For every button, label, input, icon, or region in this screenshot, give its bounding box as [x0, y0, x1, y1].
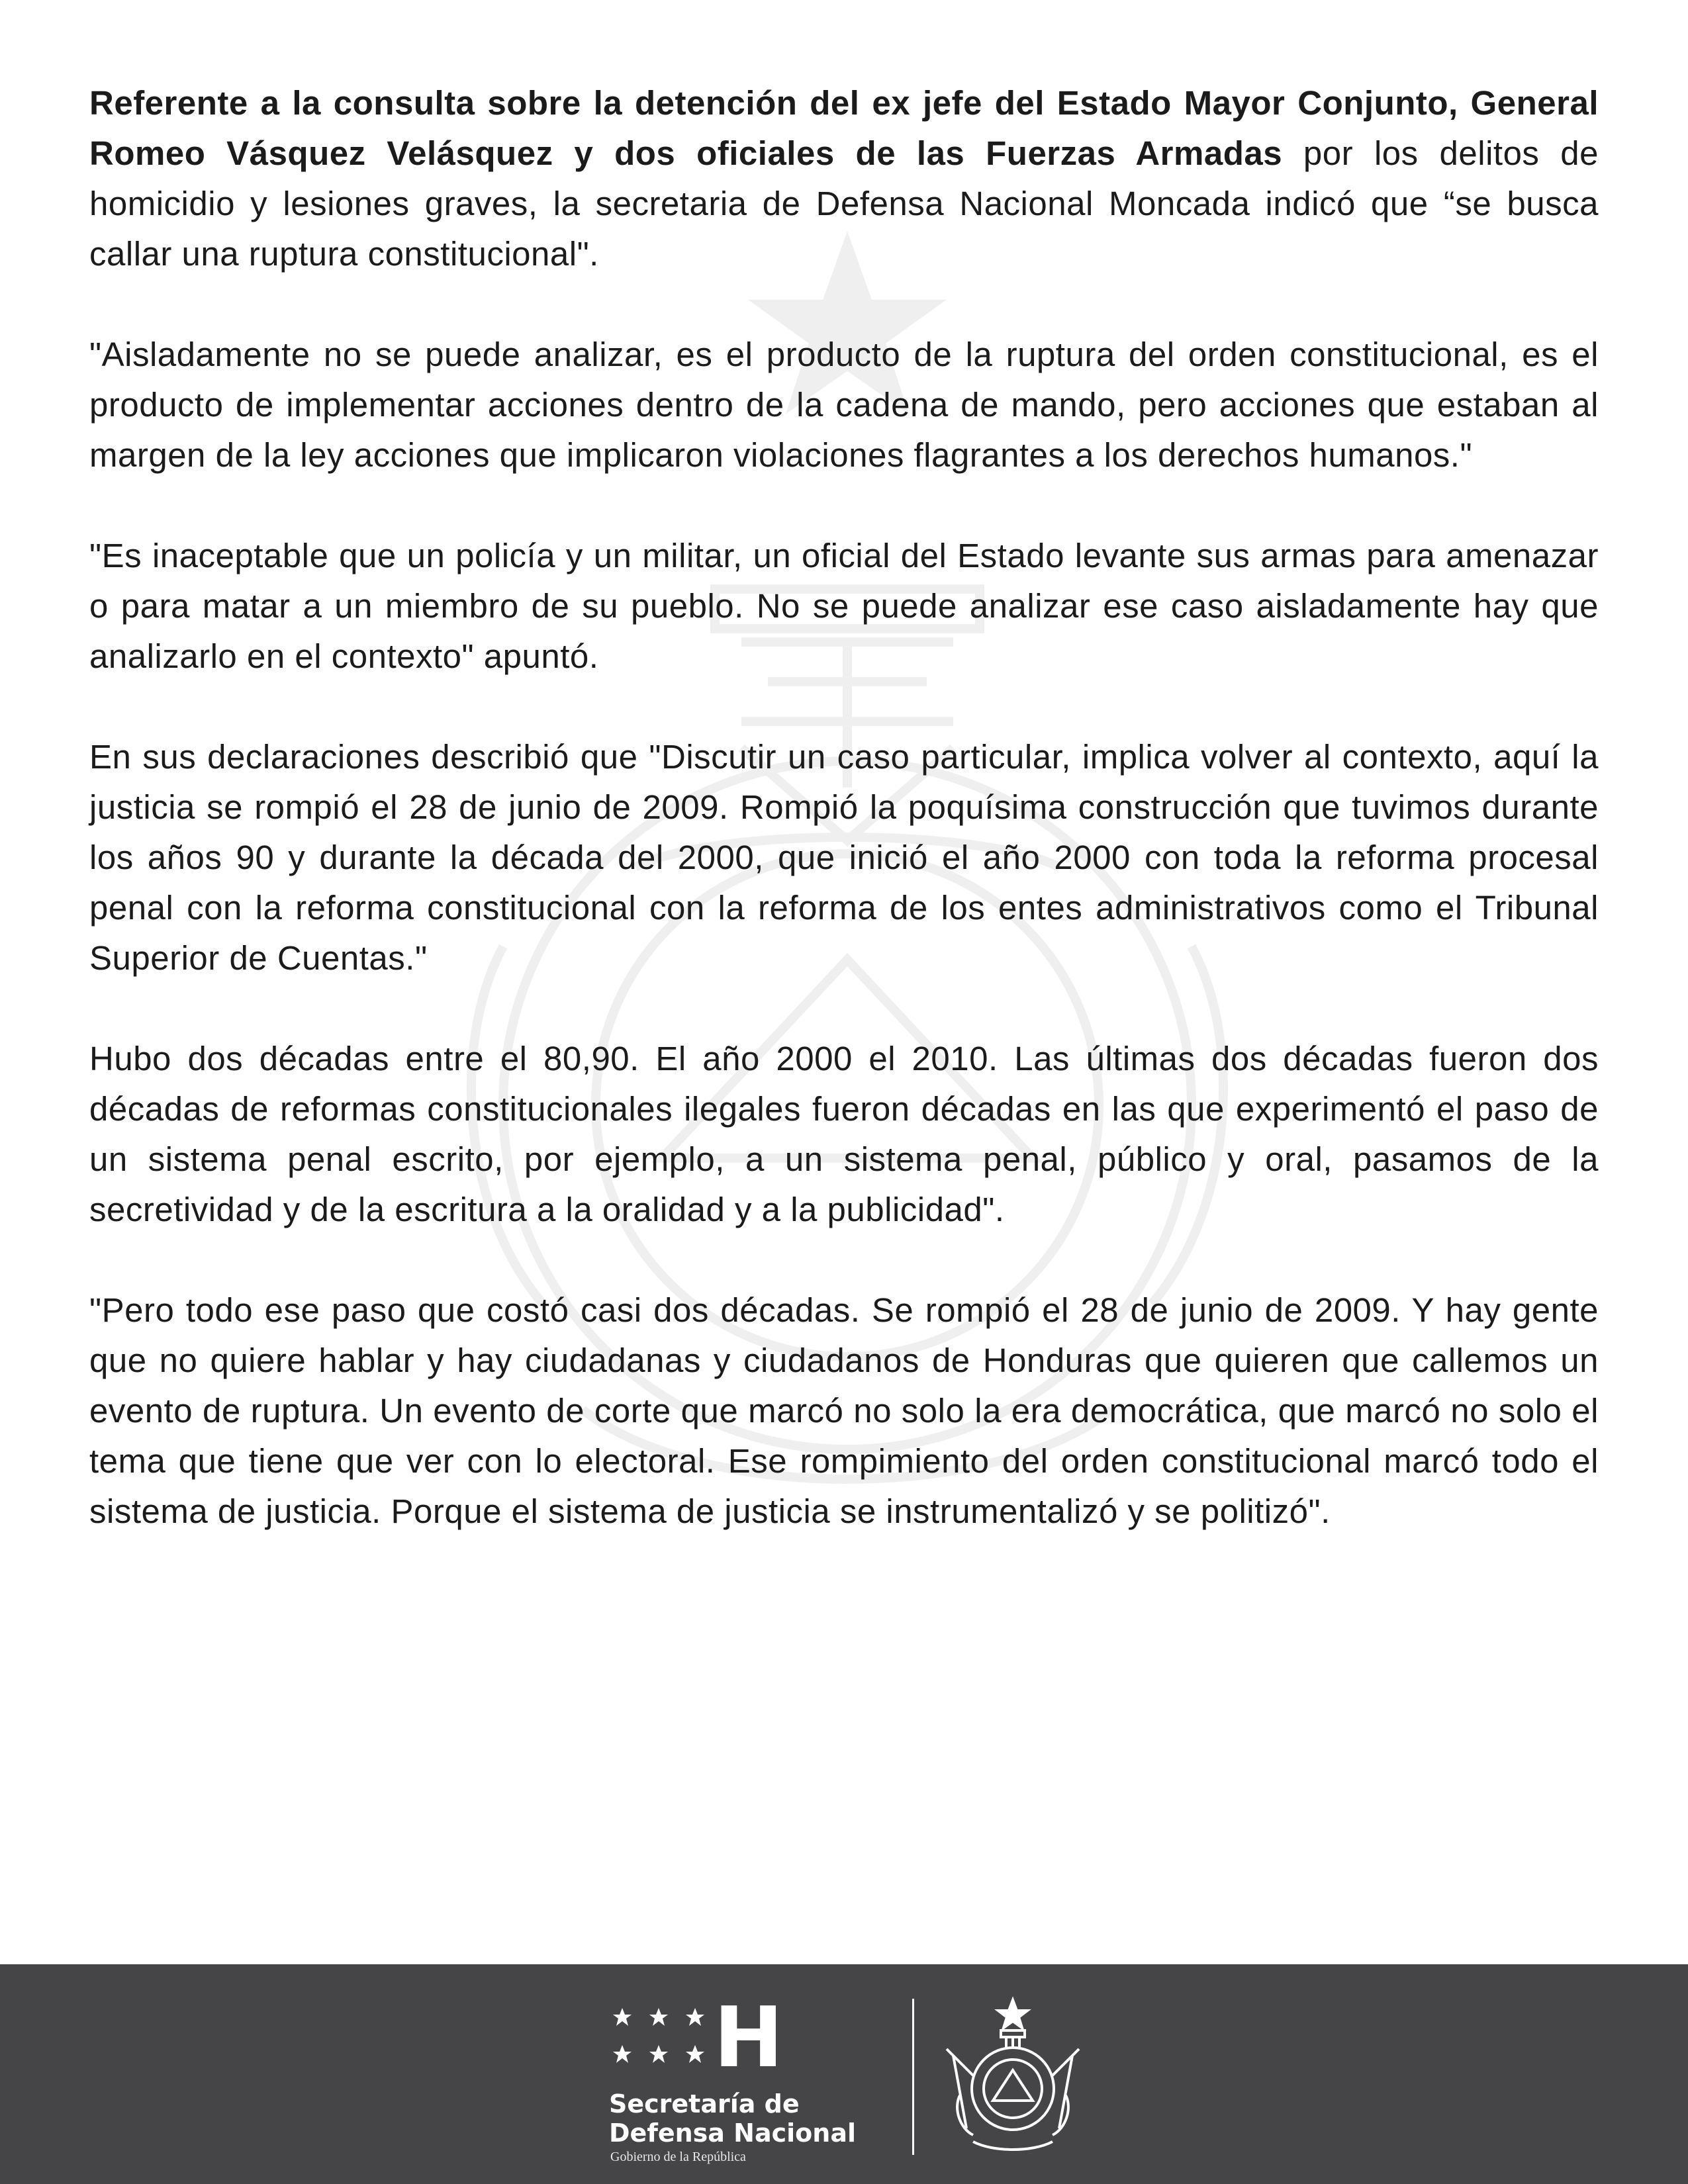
- footer-bar: [0, 1964, 1688, 2184]
- footer-divider: [912, 1999, 914, 2155]
- logo-letter: H: [714, 1989, 784, 2086]
- org-name-line1: Secretaría de: [609, 2089, 800, 2118]
- coat-of-arms-icon: [927, 1996, 1099, 2161]
- ministry-logo: [609, 1989, 920, 2164]
- paragraph-3: "Es inaceptable que un policía y un militar, un oficial del Estado levante sus armas para amenazar o para matar a un miembro de su pueblo. No se puede analizar ese caso aisladamente hay que analizarlo en el contexto" apuntó.: [89, 537, 1599, 675]
- five-stars-icon: [609, 2003, 722, 2075]
- paragraph-2: "Aisladamente no se puede analizar, es el producto de la ruptura del orden constitucional, es el producto de implementar acciones dentro de la cadena de mando, pero acciones que estaban al margen de la ley acciones que implicaron violaciones flagrantes a los derechos humanos.": [89, 336, 1599, 474]
- paragraph-6: "Pero todo ese paso que costó casi dos décadas. Se rompió el 28 de junio de 2009. Y hay gente que no quiere hablar y hay ciudadanas y ciudadanos de Honduras que quieren que callemos un evento de ruptura. Un evento de corte que marcó no solo la era democrática, que marcó no solo el tema que tiene que ver con lo electoral. Ese rompimiento del orden constitucional marcó todo el sistema de justicia. Porque el sistema de justicia se instrumentalizó y se politizó".: [89, 1291, 1599, 1530]
- paragraph-1-text: por los delitos de homicidio y lesiones graves, la secretaria de Defensa Nacional Moncada indicó que “se busca callar una ruptura constitucional".: [89, 134, 1599, 273]
- org-name-line2: Defensa Nacional: [609, 2118, 856, 2148]
- paragraph-4: En sus declaraciones describió que "Discutir un caso particular, implica volver al contexto, aquí la justicia se rompió el 28 de junio de 2009. Rompió la poquísima construcción que tuvimos durante los años 90 y durante la década del 2000, que inició el año 2000 con toda la reforma procesal penal con la reforma constitucional con la reforma de los entes administrativos como el Tribunal Superior de Cuentas.": [89, 738, 1599, 977]
- paragraph-1: [89, 78, 1599, 279]
- document-body: [89, 78, 1599, 1587]
- paragraph-5: Hubo dos décadas entre el 80,90. El año 2000 el 2010. Las últimas dos décadas fueron dos décadas de reformas constitucionales ilegales fueron décadas en las que experimentó el paso de un sistema penal escrito, por ejemplo, a un sistema penal, público y oral, pasamos de la secretividad y de la escritura a la oralidad y a la publicidad".: [89, 1040, 1599, 1228]
- government-tagline: Gobierno de la República: [610, 2150, 746, 2164]
- paragraph-1-bold: Referente a la consulta sobre la detención del ex jefe del Estado Mayor Conjunto, General Romeo Vásquez Velásquez y dos oficiales de las Fuerzas Armadas: [89, 84, 1599, 172]
